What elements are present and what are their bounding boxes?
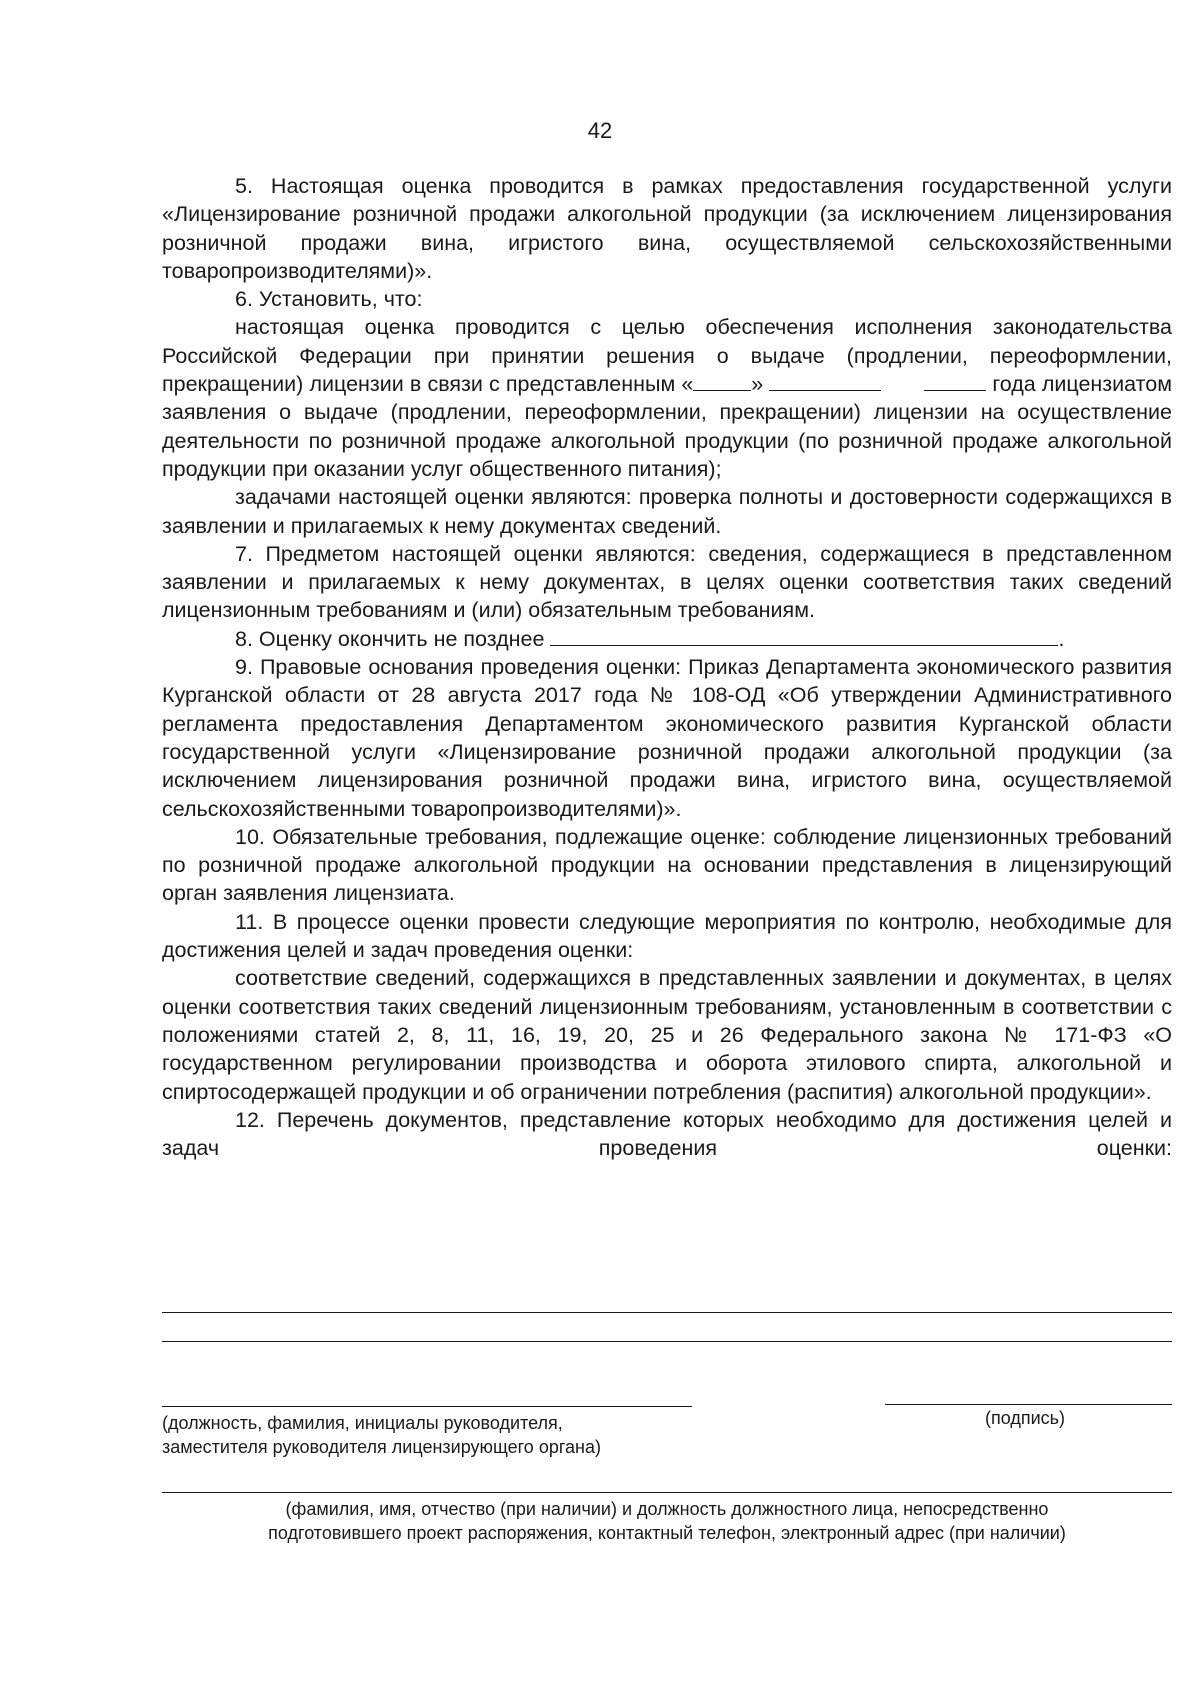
preparer-caption-line-1: (фамилия, имя, отчество (при наличии) и должность должностного лица, непосредственно — [285, 1499, 1049, 1519]
documents-line-2 — [162, 1341, 1172, 1342]
preparer-caption-line-2: подготовившего проект распоряжения, контактный телефон, электронный адрес (при наличии) — [268, 1523, 1066, 1543]
paragraph-8-text: 8. Оценку окончить не позднее — [235, 626, 545, 651]
paragraph-6: 6. Установить, что: — [235, 287, 423, 312]
paragraph-5: 5. Настоящая оценка проводится в рамках предоставления государственной услуги «Лицензирование розничной продажи алкогольной продукции (за исключением лицензирования розничной продажи вина, игристого вина, осуществляемой сельскохозяйственными товаропроизводителями)». — [162, 174, 1172, 283]
paragraph-8 — [162, 625, 1172, 653]
preparer-line — [162, 1492, 1172, 1493]
head-caption — [162, 1411, 722, 1459]
paragraph-8-end: . — [1058, 626, 1065, 651]
paragraph-7: 7. Предметом настоящей оценки являются: сведения, содержащиеся в представленном заявлении и прилагаемых к нему документах, в целях оценки соответствия таких сведений лицензионным требованиям и (или) обязательным требованиям. — [162, 541, 1172, 623]
paragraph-6a-start: настоящая оценка проводится с целью обеспечения исполнения законодательства Российской Федерации при принятии решения о выдаче (продлении, переоформлении, прекращении) лицензии в связи с представленным « — [162, 315, 1172, 397]
month-blank — [769, 372, 881, 391]
year-blank — [924, 372, 986, 391]
paragraph-6a-end: года лицензиатом заявления о выдаче (продлении, переоформлении, прекращении) лицензии на осуществление деятельности по розничной продаже алкогольной продукции (по розничной продаже алкогольной продукции при оказании услуг общественного питания); — [162, 372, 1172, 481]
paragraph-12: 12. Перечень документов, представление которых необходимо для достижения целей и задач проведения оценки: — [162, 1107, 1172, 1161]
quote-close: » — [751, 372, 764, 397]
documents-line-1 — [162, 1312, 1172, 1313]
paragraph-11a: соответствие сведений, содержащихся в представленных заявлении и документах, в целях оценки соответствия таких сведений лицензионным требованиям, установленным в соответствии с положениями статей 2, 8, 11, 16, 19, 20, 25 и 26 Федерального закона № 171-ФЗ «О государственном регулировании производства и оборота этилового спирта, алкогольной и спиртосодержащей продукции и об ограничении потребления (распития) алкогольной продукции». — [162, 966, 1172, 1104]
deadline-blank — [550, 627, 1058, 646]
paragraph-6b: задачами настоящей оценки являются: проверка полноты и достоверности содержащихся в заявлении и прилагаемых к нему документах сведений. — [162, 485, 1172, 538]
signature-caption: (подпись) — [985, 1408, 1066, 1428]
head-caption-line-2: заместителя руководителя лицензирующего органа) — [162, 1437, 601, 1457]
signature-line — [885, 1404, 1172, 1405]
page-number: 42 — [587, 118, 613, 143]
paragraph-10: 10. Обязательные требования, подлежащие оценке: соблюдение лицензионных требований по розничной продаже алкогольной продукции на основании представления в лицензирующий орган заявления лицензиата. — [162, 824, 1172, 906]
head-caption-line-1: (должность, фамилия, инициалы руководителя, — [162, 1413, 563, 1433]
paragraph-9: 9. Правовые основания проведения оценки: Приказ Департамента экономического развития Курганской области от 28 августа 2017 года № 108-ОД «Об утверждении Административного регламента предоставления Департаментом экономического развития Курганской области государственной услуги «Лицензирование розничной продажи алкогольной продукции (за исключением лицензирования розничной продажи вина, игристого вина, осуществляемой сельскохозяйственными товаропроизводителями)». — [162, 655, 1172, 821]
preparer-caption — [162, 1497, 1172, 1545]
paragraph-11: 11. В процессе оценки провести следующие мероприятия по контролю, необходимые для достижения целей и задач проведения оценки: — [162, 909, 1172, 963]
head-position-line — [162, 1406, 692, 1407]
day-blank — [693, 372, 751, 391]
paragraph-6a — [162, 313, 1172, 483]
document-body — [162, 172, 1172, 1162]
